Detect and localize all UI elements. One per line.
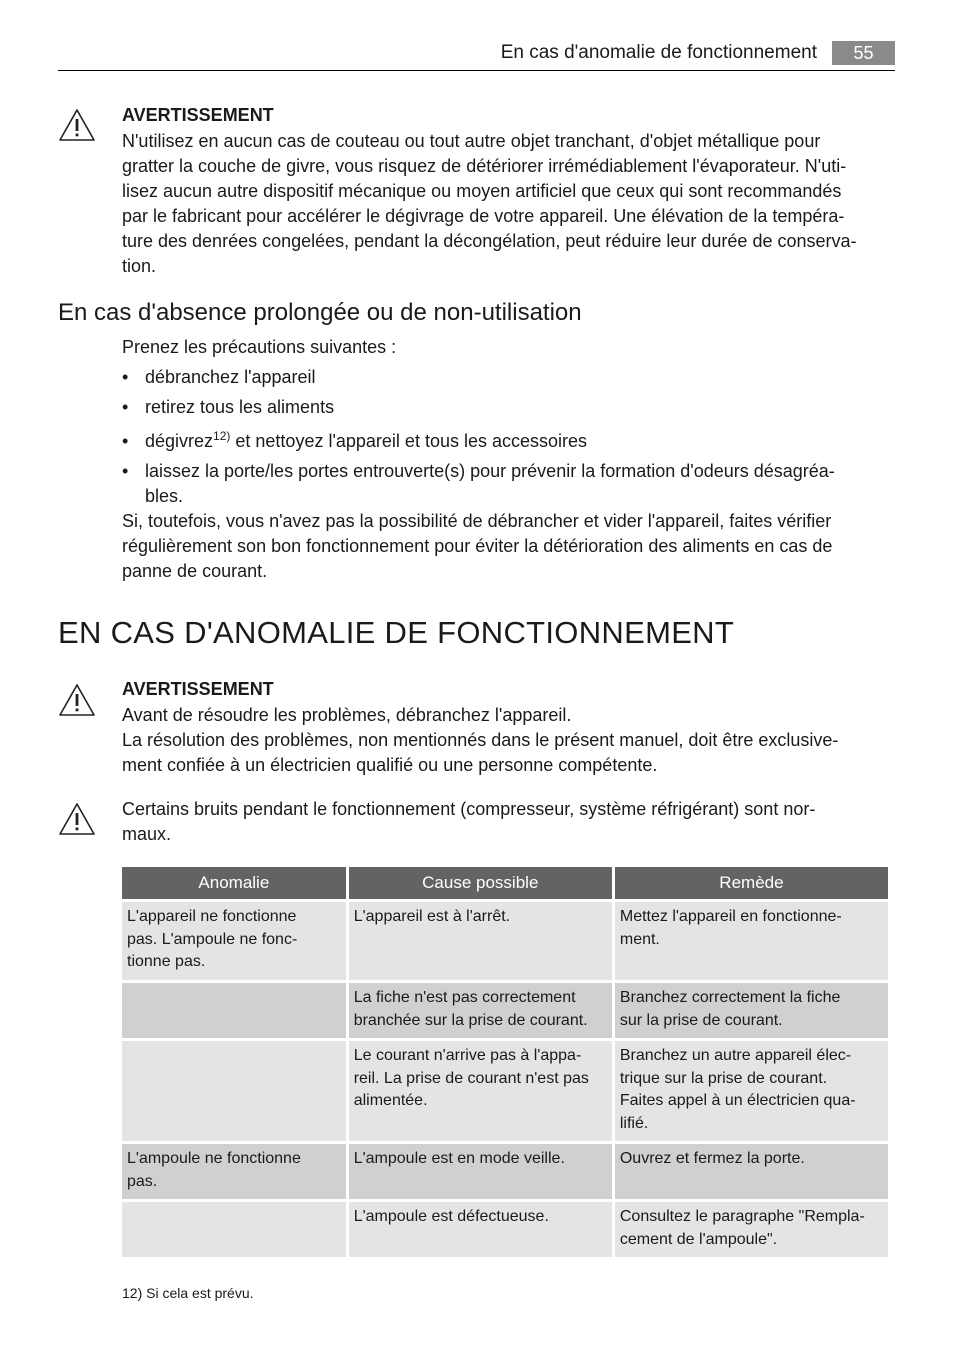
- cell-line: sur la prise de courant.: [619, 1011, 783, 1029]
- cell-line: pas. L'ampoule ne fonc-: [127, 930, 298, 948]
- cause-cell: [349, 1041, 612, 1141]
- text-line: maux.: [122, 824, 172, 844]
- cell-line: L'appareil est à l'arrêt.: [353, 908, 511, 925]
- text-line: ture des denrées congelées, pendant la décongélation, peut réduire leur durée de conserva-: [122, 231, 857, 251]
- text-line: panne de courant.: [122, 561, 268, 581]
- cell-line: Mettez l'appareil en fonctionne-: [619, 908, 842, 925]
- cell-line: Le courant n'arrive pas à l'appa-: [353, 1047, 582, 1064]
- remede-cell: [615, 1202, 888, 1257]
- table-row: [122, 1041, 888, 1141]
- cell-line: ment.: [619, 930, 660, 948]
- intro-text: Prenez les précautions suivantes :: [122, 337, 397, 357]
- column-header: Anomalie: [122, 867, 346, 899]
- remede-cell: [615, 902, 888, 980]
- anomalie-cell: [122, 1202, 346, 1257]
- text-line: Certains bruits pendant le fonctionnement (compresseur, système réfrigérant) sont nor-: [122, 799, 816, 819]
- cell-line: L'ampoule est en mode veille.: [353, 1150, 565, 1167]
- table-row: [122, 1202, 888, 1257]
- column-header: Cause possible: [349, 867, 612, 899]
- cell-line: reil. La prise de courant n'est pas: [353, 1069, 589, 1087]
- list-item-text: retirez tous les aliments: [145, 397, 335, 417]
- list-item-text: bles.: [145, 486, 184, 506]
- cell-line: tionne pas.: [127, 953, 206, 970]
- footnote-ref: 12): [213, 429, 231, 443]
- text-line: Si, toutefois, vous n'avez pas la possibilité de débrancher et vider l'appareil, faites vérifier: [122, 511, 832, 531]
- anomalie-cell: [122, 1041, 346, 1141]
- list-item-text-start: dégivrez: [145, 431, 214, 451]
- footnote: 12) Si cela est prévu.: [122, 1285, 254, 1301]
- cell-line: L'appareil ne fonctionne: [127, 908, 297, 925]
- cell-line: lifié.: [619, 1114, 649, 1132]
- anomalie-cell: [122, 1144, 346, 1199]
- table-row: [122, 1144, 888, 1199]
- remede-cell: [615, 983, 888, 1038]
- column-header: Remède: [615, 867, 888, 899]
- warning-triangle-icon: [58, 683, 96, 717]
- table-row: [122, 983, 888, 1038]
- cause-cell: [349, 1144, 612, 1199]
- cause-cell: [349, 1202, 612, 1257]
- bullet-icon: •: [122, 431, 129, 451]
- table-header-row: [122, 867, 888, 899]
- text-line: ment confiée à un électricien qualifié ou une personne compétente.: [122, 755, 658, 775]
- list-item-text: [145, 429, 587, 454]
- warning-triangle-icon: [58, 802, 96, 836]
- cell-line: Ouvrez et fermez la porte.: [619, 1150, 805, 1167]
- text-line: gratter la couche de givre, vous risquez de détériorer irrémédiablement l'évaporateur. N'uti-: [122, 156, 847, 176]
- warning-title: AVERTISSEMENT: [122, 105, 274, 125]
- cause-cell: [349, 902, 612, 980]
- bullet-icon: •: [122, 461, 129, 481]
- text-line: Avant de résoudre les problèmes, débranchez l'appareil.: [122, 705, 572, 725]
- note-text: [122, 797, 894, 847]
- cell-line: L'ampoule ne fonctionne: [127, 1150, 301, 1167]
- list-item-text: débranchez l'appareil: [145, 367, 316, 387]
- text-line: tion.: [122, 256, 157, 276]
- text-line: N'utilisez en aucun cas de couteau ou tout autre objet tranchant, d'objet métallique pour: [122, 131, 821, 151]
- text-line: par le fabricant pour accélérer le dégivrage de votre appareil. Une élévation de la tempéra-: [122, 206, 845, 226]
- table-row: [122, 902, 888, 980]
- cell-line: alimentée.: [353, 1092, 428, 1109]
- text-line: lisez aucun autre dispositif mécanique ou moyen artificiel que ceux qui sont recommandés: [122, 181, 842, 201]
- anomalie-cell: [122, 983, 346, 1038]
- warning-text: [122, 129, 894, 279]
- cell-line: branchée sur la prise de courant.: [353, 1011, 588, 1029]
- cell-line: Consultez le paragraphe "Rempla-: [619, 1208, 865, 1225]
- warning-text: [122, 703, 894, 778]
- list-item-text: laissez la porte/les portes entrouverte(s) pour prévenir la formation d'odeurs désagréa-: [145, 461, 835, 481]
- cell-line: Faites appel à un électricien qua-: [619, 1092, 856, 1109]
- cell-line: La fiche n'est pas correctement: [353, 989, 576, 1006]
- list-item-text-rest: et nettoyez l'appareil et tous les accessoires: [230, 431, 588, 451]
- remede-cell: [615, 1041, 888, 1141]
- cell-line: cement de l'ampoule".: [619, 1230, 778, 1248]
- cell-line: Branchez correctement la fiche: [619, 989, 841, 1006]
- cause-cell: [349, 983, 612, 1038]
- page-header: [58, 40, 895, 71]
- cell-line: Branchez un autre appareil élec-: [619, 1047, 852, 1064]
- bullet-icon: •: [122, 367, 129, 387]
- text-line: régulièrement son bon fonctionnement pour éviter la détérioration des aliments en cas de: [122, 536, 833, 556]
- warning-triangle-icon: [58, 108, 96, 142]
- cell-line: pas.: [127, 1172, 158, 1190]
- section-subheading: En cas d'absence prolongée ou de non-utilisation: [58, 299, 582, 326]
- bullet-icon: •: [122, 397, 129, 417]
- cell-line: trique sur la prise de courant.: [619, 1069, 828, 1087]
- warning-title: AVERTISSEMENT: [122, 679, 274, 699]
- anomalie-cell: [122, 902, 346, 980]
- page-title: EN CAS D'ANOMALIE DE FONCTIONNEMENT: [58, 615, 735, 650]
- page-number: 55: [832, 41, 895, 65]
- troubleshooting-table: [119, 864, 891, 1260]
- running-header-title: En cas d'anomalie de fonctionnement: [500, 42, 817, 63]
- remede-cell: [615, 1144, 888, 1199]
- text-line: La résolution des problèmes, non mentionnés dans le présent manuel, doit être exclusive-: [122, 730, 839, 750]
- cell-line: L'ampoule est défectueuse.: [353, 1208, 549, 1225]
- closing-paragraph: [122, 509, 894, 584]
